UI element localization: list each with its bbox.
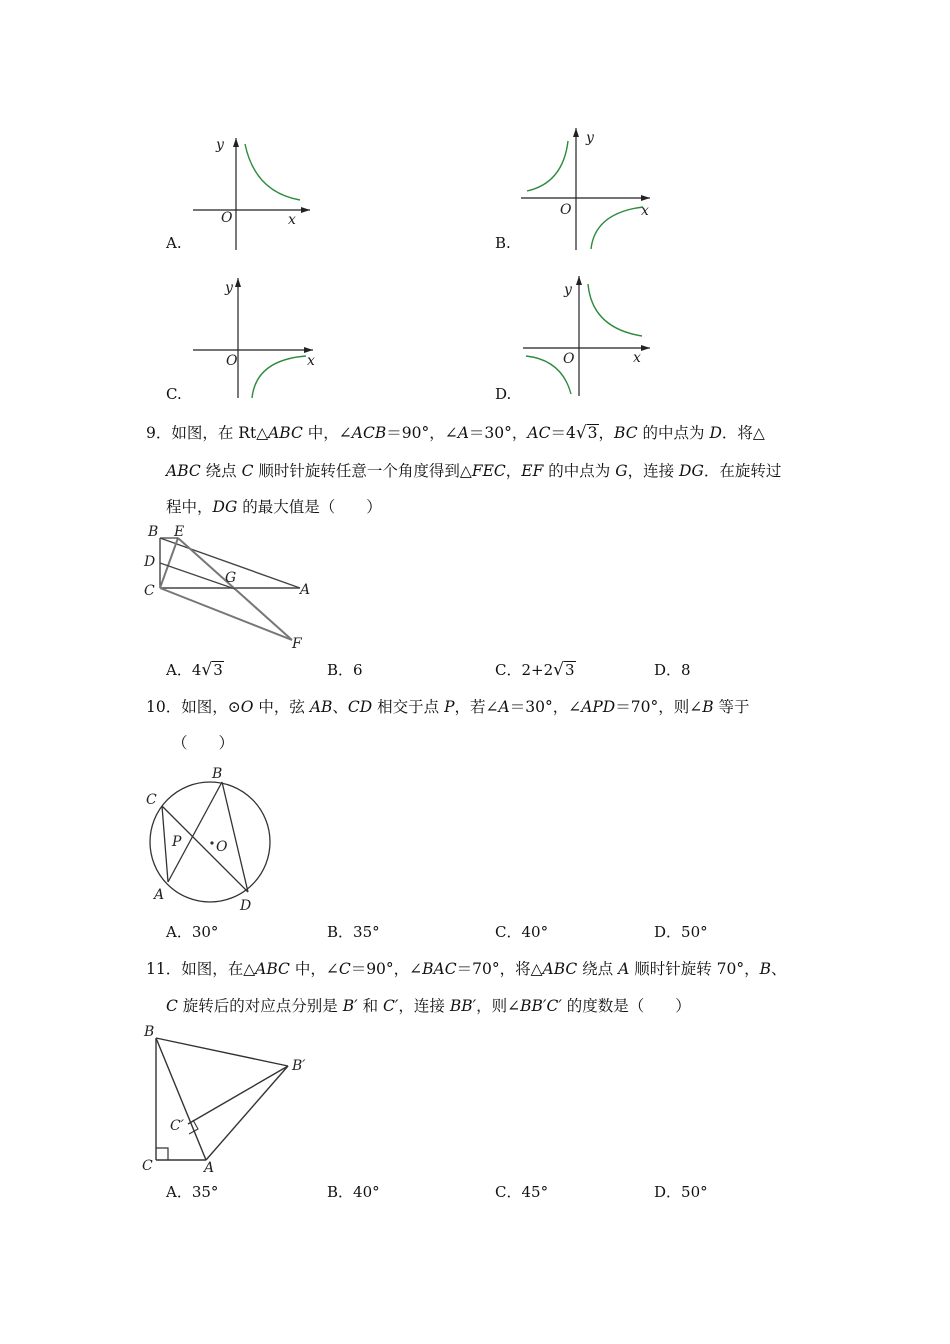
- label-c-prime: C′: [170, 1118, 184, 1134]
- hyperbola-curve-left: [527, 141, 568, 191]
- q11-line-2: C 旋转后的对应点分别是 B′ 和 C′，连接 BB′，则∠BB′C′ 的度数是（ ）: [166, 997, 691, 1015]
- x-axis-label: x: [288, 212, 296, 228]
- y-axis-label: y: [225, 280, 233, 296]
- graph-d-option-label: D.: [495, 385, 512, 403]
- q9-option-d: D．8: [654, 661, 691, 679]
- label-b: B: [144, 1024, 155, 1040]
- label-p: P: [172, 834, 182, 850]
- center-point: [210, 841, 213, 844]
- y-axis-label: y: [586, 130, 594, 146]
- hyperbola-curve-right: [588, 284, 642, 336]
- label-a: A: [204, 1160, 215, 1176]
- q9-option-c: C．2+2√3: [495, 660, 575, 680]
- x-axis-label: x: [641, 203, 649, 219]
- origin-label: O: [226, 353, 238, 369]
- circle-dot-symbol: ⊙: [227, 698, 241, 716]
- graph-b-option-label: B.: [495, 234, 511, 252]
- hyperbola-curve: [245, 144, 300, 200]
- label-b: B: [212, 766, 223, 782]
- q9-line-1: 9．如图，在 Rt△ABC 中，∠ACB＝90°，∠A＝30°，AC＝4√3，BC 的中点为 D．将△: [146, 423, 765, 443]
- q9-option-b: B．6: [327, 661, 363, 679]
- label-c: C: [142, 1158, 153, 1174]
- q9-line-3: 程中，DG 的最大值是（ ）: [166, 498, 382, 516]
- q11-line-1: 11．如图，在△ABC 中，∠C＝90°，∠BAC＝70°，将△ABC 绕点 A 顺时针旋转 70°，B、: [146, 960, 787, 978]
- q10-line-2: （ ）: [172, 734, 235, 752]
- y-axis-label: y: [216, 137, 224, 153]
- q10-option-d: D．50°: [654, 923, 708, 941]
- hyperbola-curve-right: [591, 207, 643, 249]
- graph-b: [515, 125, 660, 255]
- label-f: F: [292, 636, 302, 652]
- label-d: D: [240, 898, 252, 914]
- origin-label: O: [221, 210, 233, 226]
- hyperbola-curve: [252, 356, 306, 398]
- q9-option-a: A．4√3: [166, 660, 223, 680]
- label-b-prime: B′: [292, 1058, 306, 1074]
- x-axis-label: x: [633, 350, 641, 366]
- q9-figure: [140, 520, 320, 655]
- q11-option-c: C．45°: [495, 1183, 549, 1201]
- q11-figure: [138, 1020, 328, 1175]
- label-c: C: [144, 583, 155, 599]
- origin-label: O: [560, 202, 572, 218]
- label-e: E: [174, 524, 185, 540]
- q11-option-b: B．40°: [327, 1183, 380, 1201]
- graph-a: [185, 130, 325, 255]
- right-angle-mark-c: [156, 1148, 168, 1160]
- label-o: O: [216, 839, 228, 855]
- label-g: G: [225, 570, 237, 586]
- graph-d: [518, 270, 658, 400]
- origin-label: O: [563, 351, 575, 367]
- q10-option-c: C．40°: [495, 923, 549, 941]
- q10-line-1: 10．如图，⊙O 中，弦 AB、CD 相交于点 P，若∠A＝30°，∠APD＝70°，则∠B 等于: [146, 698, 750, 716]
- q10-option-a: A．30°: [166, 923, 219, 941]
- q10-option-b: B．35°: [327, 923, 380, 941]
- q11-option-d: D．50°: [654, 1183, 708, 1201]
- label-d: D: [144, 554, 156, 570]
- graph-c-option-label: C.: [166, 385, 182, 403]
- label-c: C: [146, 792, 157, 808]
- graph-a-option-label: A.: [166, 234, 182, 252]
- label-a: A: [154, 887, 165, 903]
- y-axis-label: y: [564, 282, 572, 298]
- q9-line-2: ABC 绕点 C 顺时针旋转任意一个角度得到△FEC，EF 的中点为 G，连接 DG．在旋转过: [166, 462, 782, 480]
- graph-c: [188, 270, 328, 400]
- x-axis-label: x: [307, 353, 315, 369]
- q10-figure: [140, 760, 280, 915]
- label-a: A: [300, 582, 311, 598]
- q11-option-a: A．35°: [166, 1183, 219, 1201]
- label-b: B: [148, 524, 159, 540]
